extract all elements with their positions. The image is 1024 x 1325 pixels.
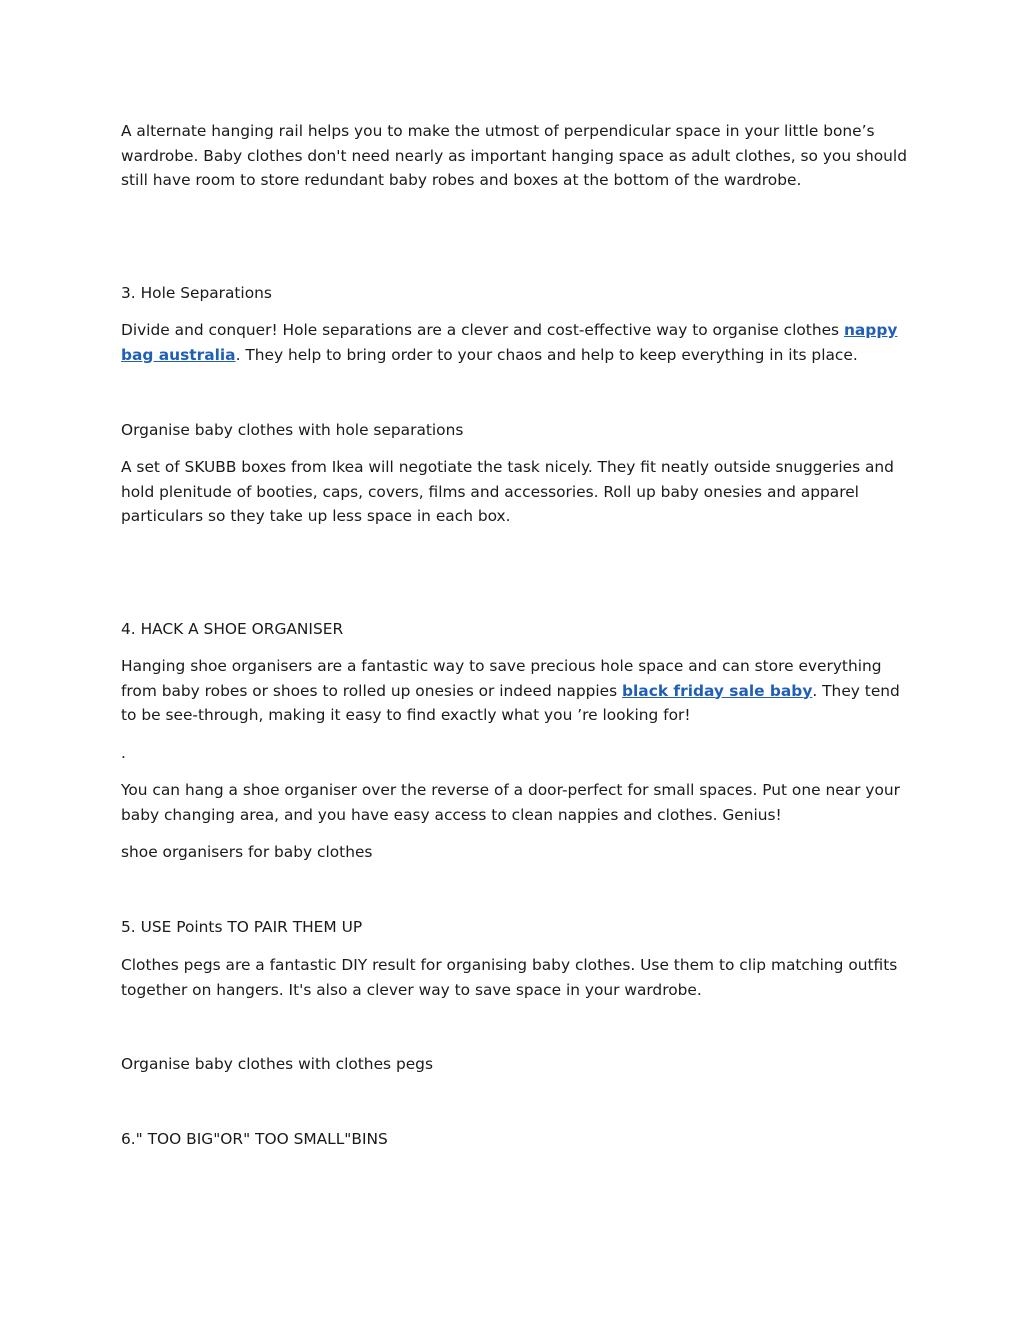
heading-bins: 6." TOO BIG"OR" TOO SMALL"BINS xyxy=(121,1130,388,1148)
paragraph-skubb-boxes: A set of SKUBB boxes from Ikea will negotiate the task nicely. They fit neatly outside snuggeries and hold plenitude of booties, caps, covers, films and accessories. Roll up baby onesies and apparel particulars so they take up less space in each box. xyxy=(121,458,894,525)
dot-separator: . xyxy=(121,744,126,762)
caption-hole-separations: Organise baby clothes with hole separations xyxy=(121,421,464,439)
paragraph-hanging-rail: A alternate hanging rail helps you to make the utmost of perpendicular space in your little bone’s wardrobe. Baby clothes don't need nearly as important hanging space as adult clothes, so you should still have room to store redundant baby robes and boxes at the bottom of the wardrobe. xyxy=(121,122,907,189)
black-friday-sale-baby-link[interactable]: black friday sale baby xyxy=(622,681,813,700)
caption-clothes-pegs: Organise baby clothes with clothes pegs xyxy=(121,1055,433,1073)
paragraph-shoe-organisers xyxy=(121,654,911,728)
heading-hole-separations: 3. Hole Separations xyxy=(121,284,272,302)
paragraph-text: Hanging shoe organisers are a fantastic way to save precious hole space and can store everything from baby robes or shoes to rolled up onesies or indeed nappies xyxy=(121,657,882,700)
nappy-bag-australia-link[interactable]: nappy bag australia xyxy=(121,321,898,364)
heading-shoe-organiser: 4. HACK A SHOE ORGANISER xyxy=(121,620,344,638)
heading-pair-them-up: 5. USE Points TO PAIR THEM UP xyxy=(121,918,363,936)
paragraph-text: . They tend to be see-through, making it easy to find exactly what you ’re looking for! xyxy=(121,681,900,724)
caption-shoe-organisers: shoe organisers for baby clothes xyxy=(121,843,373,861)
paragraph-divide-conquer xyxy=(121,318,911,367)
paragraph-clothes-pegs: Clothes pegs are a fantastic DIY result for organising baby clothes. Use them to clip matching outfits together on hangers. It's also a clever way to save space in your wardrobe. xyxy=(121,956,898,999)
paragraph-text: Divide and conquer! Hole separations are a clever and cost-effective way to organise clothes xyxy=(121,321,844,339)
paragraph-door-organiser: You can hang a shoe organiser over the reverse of a door-perfect for small spaces. Put one near your baby changing area, and you have easy access to clean nappies and clothes. Genius! xyxy=(121,781,900,824)
paragraph-text: . They help to bring order to your chaos and help to keep everything in its place. xyxy=(235,345,858,364)
